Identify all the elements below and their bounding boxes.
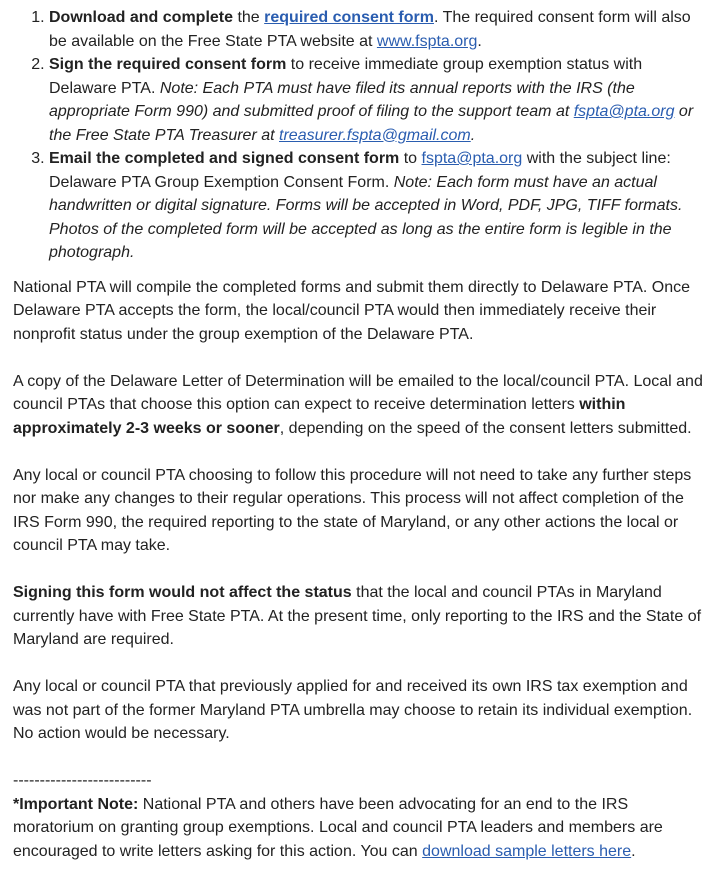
step-download-text-2: . The required consent form will also be available on the Free State PTA website at	[49, 9, 691, 50]
step-download-text-3: .	[477, 32, 482, 50]
letter-timeframe: within approximately 2-3 weeks or sooner	[13, 396, 626, 437]
step-email-note: Note: Each form must have an actual handwritten or digital signature. Forms will be accepted in Word, PDF, JPG, TIFF formats. Photos of the completed form will be accepted as long as the entire form is legible in the photograph.	[49, 173, 683, 261]
download-sample-letters-link[interactable]: download sample letters here	[422, 842, 632, 860]
divider: --------------------------	[13, 772, 152, 789]
previous-exemption-paragraph: Any local or council PTA that previously applied for and received its own IRS tax exemption and was not part of the former Maryland PTA umbrella may choose to retain its individual exemption. No action would be necessary.	[13, 678, 693, 742]
step-email-text: to	[399, 150, 422, 167]
support-email-link[interactable]: fspta@pta.org	[573, 103, 675, 120]
letter-text-2: , depending on the speed of the consent letters submitted.	[279, 419, 692, 437]
letter-text: A copy of the Delaware Letter of Determination will be emailed to the local/council PTA. Local and council PTAs that choose this option can expect to receive determination letters	[13, 372, 703, 413]
step-email-subject: with the subject line: Delaware PTA Group Exemption Consent Form.	[49, 150, 671, 191]
step-sign-lead: Sign the required consent form	[49, 56, 287, 73]
important-note-end: .	[631, 842, 636, 860]
step-download-text: the	[233, 9, 265, 26]
important-note-text: National PTA and others have been advocating for an end to the IRS moratorium on granting group exemptions. Local and council PTA leaders and members are encouraged to write letters asking for this action. You can	[13, 795, 663, 860]
important-note-paragraph	[13, 793, 707, 864]
required-consent-form-link[interactable]: required consent form	[264, 9, 434, 26]
step-sign-note-b: or the Free State PTA Treasurer at	[49, 103, 694, 144]
step-sign-note-c: .	[470, 126, 476, 144]
letter-paragraph	[13, 370, 707, 441]
step-sign	[49, 53, 707, 147]
fspta-website-link[interactable]: www.fspta.org	[376, 32, 478, 50]
steps-list	[13, 6, 707, 265]
step-email-lead: Email the completed and signed consent form	[49, 150, 400, 167]
important-note-label: *Important Note:	[13, 795, 139, 813]
compile-paragraph: National PTA will compile the completed forms and submit them directly to Delaware PTA. Once Delaware PTA accepts the form, the local/council PTA would then immediately receive their nonprofit status under the group exemption of the Delaware PTA.	[13, 278, 691, 343]
signing-text: that the local and council PTAs in Maryland currently have with Free State PTA. At the present time, only reporting to the IRS and the State of Maryland are required.	[13, 584, 702, 648]
procedure-paragraph: Any local or council PTA choosing to follow this procedure will not need to take any further steps nor make any changes to their regular operations. This process will not affect completion of the IRS Form 990, the required reporting to the state of Maryland, or any other actions the local or council PTA may take.	[13, 466, 692, 554]
signing-paragraph	[13, 581, 707, 652]
signing-bold: Signing this form would not affect the status	[13, 584, 352, 601]
step-sign-note-a: Note: Each PTA must have filed its annual reports with the IRS (the appropriate Form 990) and submitted proof of filing to the support team at	[49, 79, 635, 120]
treasurer-email-link[interactable]: treasurer.fspta@gmail.com	[279, 126, 471, 144]
step-email	[49, 147, 707, 265]
step-download	[49, 6, 707, 53]
step-download-lead: Download and complete	[49, 9, 234, 26]
step-sign-text: to receive immediate group exemption status with Delaware PTA.	[49, 56, 643, 97]
email-support-link[interactable]: fspta@pta.org	[421, 150, 523, 167]
